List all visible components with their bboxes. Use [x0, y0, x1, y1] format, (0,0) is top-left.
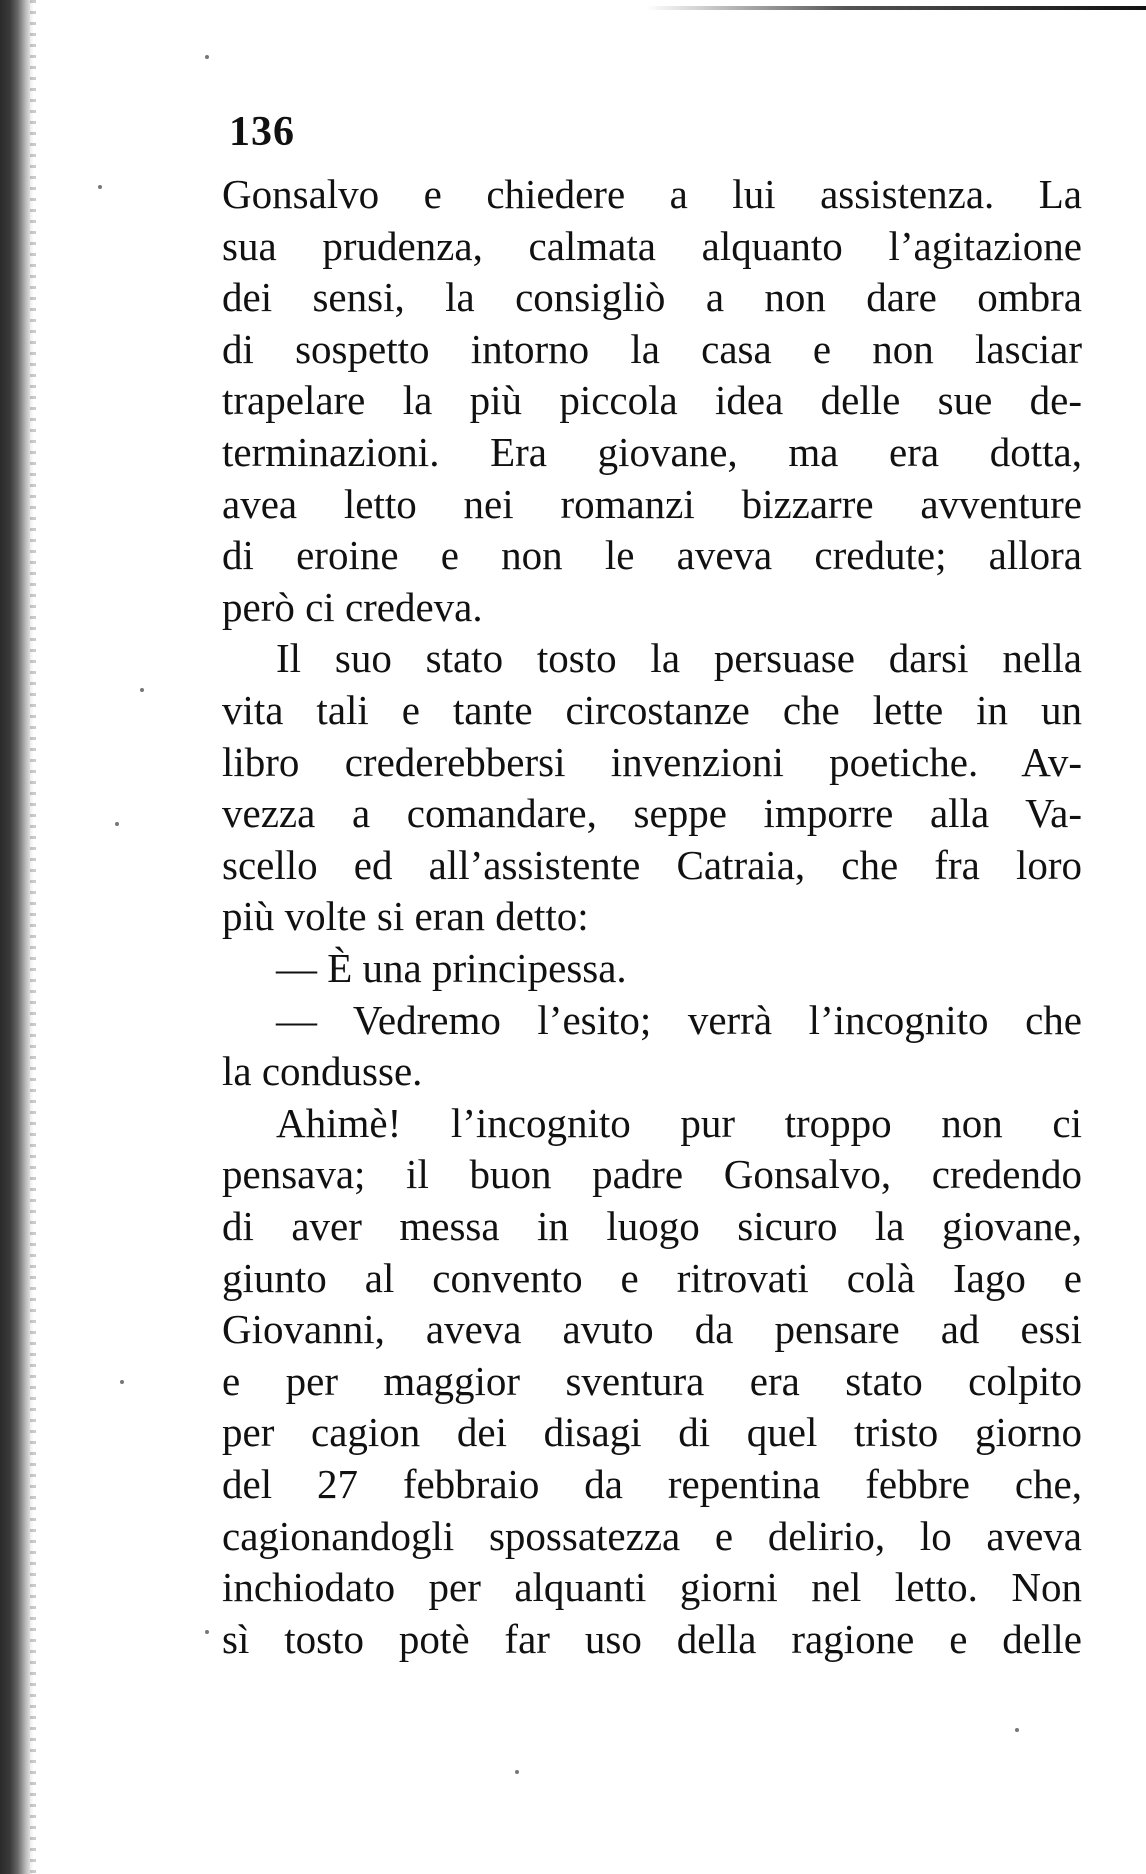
- text-line: terminazioni. Era giovane, ma era dotta,: [222, 429, 1082, 475]
- scan-top-edge: [646, 6, 1146, 10]
- text-line: sua prudenza, calmata alquanto l’agitazione: [222, 222, 1082, 269]
- paragraph-first-line: Ahimè! l’incognito pur troppo non ci: [276, 1099, 1082, 1146]
- scan-speck: [515, 1770, 519, 1774]
- text-line: dei sensi, la consigliò a non dare ombra: [222, 274, 1082, 321]
- text-line: Giovanni, aveva avuto da pensare ad essi: [222, 1306, 1082, 1353]
- text-line: di eroine e non le aveva credute; allora: [222, 532, 1082, 579]
- scan-speck: [115, 822, 119, 826]
- text-line: avea letto nei romanzi bizzarre avventure: [222, 480, 1082, 527]
- text-line: la condusse.: [222, 1048, 423, 1095]
- text-line: inchiodato per alquanti giorni nel letto. Non: [222, 1564, 1082, 1611]
- scan-speck: [205, 55, 209, 59]
- paragraph-first-line: Il suo stato tosto la persuase darsi nella: [276, 635, 1082, 682]
- text-line: Gonsalvo e chiedere a lui assistenza. La: [222, 171, 1082, 217]
- text-line: vezza a comandare, seppe imporre alla Va-: [222, 790, 1082, 837]
- page-binding-edge: [0, 0, 34, 1874]
- text-line: giunto al convento e ritrovati colà Iago e: [222, 1254, 1082, 1301]
- text-line: di sospetto intorno la casa e non lasciar: [222, 325, 1082, 372]
- binding-shadow: [30, 0, 36, 1874]
- text-line: però ci credeva.: [222, 583, 483, 630]
- scan-speck: [98, 185, 102, 189]
- text-line: e per maggior sventura era stato colpito: [222, 1357, 1082, 1404]
- scan-speck: [140, 688, 144, 692]
- text-line: vita tali e tante circostanze che lette in un: [222, 687, 1082, 733]
- text-line: del 27 febbraio da repentina febbre che,: [222, 1461, 1082, 1507]
- text-line: sì tosto potè far uso della ragione e delle: [222, 1615, 1082, 1662]
- dialogue-line: — È una principessa.: [276, 945, 627, 991]
- dialogue-line: — Vedremo l’esito; verrà l’incognito che: [276, 996, 1082, 1043]
- text-line: scello ed all’assistente Catraia, che fra loro: [222, 841, 1082, 888]
- text-line: più volte si eran detto:: [222, 893, 589, 940]
- text-line: trapelare la più piccola idea delle sue de-: [222, 377, 1082, 424]
- text-line: cagionandogli spossatezza e delirio, lo aveva: [222, 1512, 1082, 1559]
- page-number: 136: [229, 109, 295, 155]
- scan-speck: [120, 1380, 124, 1384]
- scan-speck: [1015, 1728, 1019, 1732]
- scan-speck: [205, 1630, 209, 1634]
- text-line: per cagion dei disagi di quel tristo giorno: [222, 1409, 1082, 1456]
- text-line: pensava; il buon padre Gonsalvo, credendo: [222, 1151, 1082, 1198]
- text-line: libro crederebbersi invenzioni poetiche. Av-: [222, 738, 1082, 785]
- text-line: di aver messa in luogo sicuro la giovane,: [222, 1203, 1082, 1249]
